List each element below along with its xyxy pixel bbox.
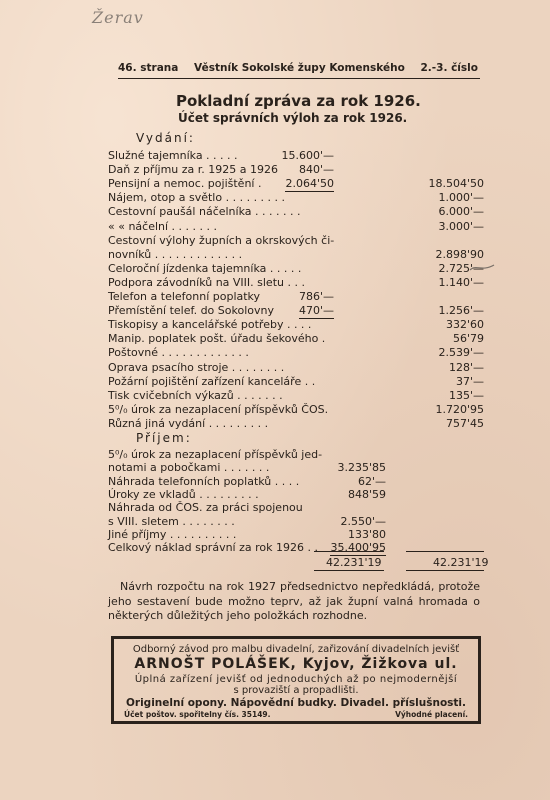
row-label: « « náčelní . . . . . . .	[108, 219, 218, 233]
row-total: 2.725'—	[438, 261, 484, 275]
row-label: Přemístění telef. do Sokolovny	[108, 304, 274, 318]
ad-line-5: Originelní opony. Nápovědní budky. Divadel. příslušnosti.	[125, 697, 467, 709]
row-label: Jiné příjmy . . . . . . . . . .	[108, 527, 237, 541]
sum-rule-right	[406, 551, 484, 552]
row-subtotal: 2.550'—	[340, 514, 386, 528]
prijem-row	[108, 488, 484, 502]
vydani-row	[108, 417, 484, 431]
sum-double-rule-right	[406, 570, 484, 571]
vydani-row	[108, 389, 484, 403]
row-total: 2.539'—	[438, 346, 484, 360]
row-total: 6.000'—	[438, 205, 484, 219]
row-label: novníků . . . . . . . . . . . . .	[108, 247, 243, 261]
row-label: Náhrada od ČOS. za práci spojenou	[108, 501, 303, 515]
ad-line-3: Úplná zařízení jevišť od jednoduchých až po nejmodernější	[134, 674, 458, 685]
row-label: Pensijní a nemoc. pojištění .	[108, 177, 262, 191]
ad-company-name: ARNOŠT POLÁŠEK, Kyjov, Žižkova ul.	[134, 656, 458, 672]
page-subtitle: Účet správních výloh za rok 1926.	[178, 111, 408, 125]
row-total: 332'60	[445, 318, 484, 332]
row-label: Cestovní výlohy župních a okrskových či-	[108, 233, 335, 247]
row-subtotal: 848'59	[347, 487, 386, 501]
prijem-row	[108, 448, 484, 462]
row-label: Telefon a telefonní poplatky	[108, 290, 261, 303]
row-total: 37'—	[455, 374, 484, 388]
prijem-row	[108, 515, 484, 529]
row-label: Nájem, otop a světlo . . . . . . . . .	[108, 191, 286, 205]
row-subtotal: 2.064'50	[285, 177, 334, 191]
row-label: Tisk cvičebních výkazů . . . . . . .	[108, 388, 283, 402]
row-subtotal: 133'80	[347, 527, 386, 541]
row-label: Poštovné . . . . . . . . . . . . .	[108, 346, 249, 360]
vydani-row	[108, 234, 484, 248]
row-label: Různá jiná vydání . . . . . . . . .	[108, 416, 269, 430]
vydani-heading: Vydání:	[136, 131, 195, 145]
vydani-row	[108, 191, 484, 205]
issue-number: 2.-3. číslo	[420, 62, 478, 74]
ad-line-1: Odborný závod pro malbu divadelní, zařizování divadelních jevišť	[132, 644, 460, 655]
page-number: 46. strana	[118, 62, 179, 74]
ad-payment: Výhodné placení.	[395, 710, 468, 719]
sum-rule-left	[314, 551, 384, 552]
row-label: Požární pojištění zařízení kanceláře . .	[108, 374, 316, 388]
prijem-row	[108, 528, 484, 542]
vydani-row	[108, 375, 484, 389]
row-label: s VIII. sletem . . . . . . . .	[108, 514, 235, 528]
row-label: Podpora závodníků na VIII. sletu . . .	[108, 275, 305, 289]
row-label: Oprava psacího stroje . . . . . . . .	[108, 360, 285, 374]
row-total: 135'—	[448, 388, 484, 402]
row-subtotal: 786'—	[298, 290, 334, 303]
row-subtotal: 15.600'—	[281, 149, 334, 162]
vydani-row	[108, 262, 484, 276]
vydani-row	[108, 332, 484, 346]
row-total: 1.140'—	[438, 275, 484, 289]
total-left: 42.231'19	[326, 556, 382, 569]
running-header	[118, 62, 478, 78]
row-subtotal: 470'—	[298, 304, 334, 318]
vydani-row	[108, 290, 484, 304]
ad-account: Účet poštov. spořitelny čís. 35149.	[124, 710, 271, 719]
total-right: 42.231'19	[433, 556, 489, 569]
row-total: 2.898'90	[435, 247, 484, 261]
row-total: 56'79	[452, 332, 484, 346]
row-total: 1.000'—	[438, 191, 484, 205]
row-label: Manip. poplatek pošt. úřadu šekového .	[108, 332, 326, 346]
vydani-row	[108, 276, 484, 290]
page-title: Pokladní zpráva za rok 1926.	[176, 92, 421, 110]
row-label: Tiskopisy a kancelářské potřeby . . . .	[108, 318, 312, 332]
vydani-row	[108, 220, 484, 234]
row-label: notami a pobočkami . . . . . . .	[108, 461, 270, 475]
vydani-row	[108, 163, 484, 177]
vydani-row	[108, 177, 484, 191]
vydani-row	[108, 318, 484, 332]
ad-line-4: s provaziští a propadlišti.	[233, 685, 359, 696]
row-total: 1.720'95	[435, 402, 484, 416]
budget-note: Návrh rozpočtu na rok 1927 předsednictvo nepředkládá, protože jeho sestavení bude možno teprv, až jak župní valná hromada o některých důležitých jeho položkách rozhodne.	[108, 580, 480, 622]
vydani-row	[108, 361, 484, 375]
row-label: Celoroční jízdenka tajemníka . . . . .	[108, 261, 302, 275]
row-total: 757'45	[445, 416, 484, 430]
row-total: 3.000'—	[438, 219, 484, 233]
row-label: Daň z příjmu za r. 1925 a 1926	[108, 163, 278, 177]
journal-name: Věstník Sokolské župy Komenského	[194, 62, 405, 74]
row-total: 1.256'—	[438, 304, 484, 318]
sum-double-rule-left	[314, 570, 384, 571]
row-label: Cestovní paušál náčelníka . . . . . . .	[108, 205, 301, 219]
prijem-row	[108, 541, 484, 555]
row-total: 18.504'50	[428, 177, 484, 191]
row-label: 5⁰/₀ úrok za nezaplacení příspěvků ČOS.	[108, 402, 329, 416]
row-subtotal: 35.400'95	[330, 541, 386, 555]
prijem-row	[108, 475, 484, 489]
row-label: Náhrada telefonních poplatků . . . .	[108, 474, 300, 488]
vydani-row	[108, 248, 484, 262]
vydani-row	[108, 346, 484, 360]
vydani-row	[108, 149, 484, 163]
row-label: Celkový náklad správní za rok 1926 . .	[108, 541, 318, 555]
row-subtotal: 3.235'85	[337, 461, 386, 475]
handwritten-note: Žerav	[92, 8, 144, 27]
row-label: 5⁰/₀ úrok za nezaplacení příspěvků jed-	[108, 448, 323, 461]
ad-footer	[124, 710, 468, 719]
row-subtotal: 62'—	[357, 474, 386, 488]
vydani-row	[108, 403, 484, 417]
vydani-row	[108, 205, 484, 219]
prijem-row	[108, 501, 484, 515]
row-label: Úroky ze vkladů . . . . . . . . .	[108, 487, 259, 501]
prijem-row	[108, 461, 484, 475]
vydani-row	[108, 304, 484, 318]
row-label: Služné tajemníka . . . . .	[108, 149, 238, 162]
advertisement-box	[111, 636, 481, 724]
row-total: 128'—	[448, 360, 484, 374]
header-rule	[118, 78, 480, 79]
prijem-heading: Příjem:	[136, 431, 192, 445]
pencil-check-mark	[468, 262, 496, 274]
row-subtotal: 840'—	[298, 163, 334, 177]
